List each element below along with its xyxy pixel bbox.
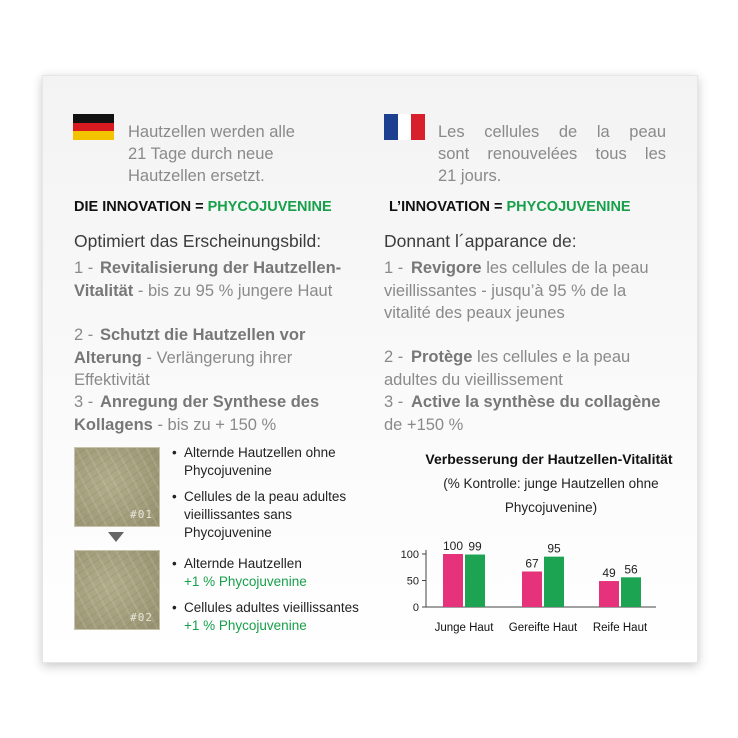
item-number: 3 - [384, 393, 404, 411]
y-tick-label: 100 [400, 549, 419, 561]
item-number: 3 - [74, 393, 94, 411]
bar-value-label: 67 [525, 556, 539, 571]
innovation-label: DIE INNOVATION = [74, 199, 204, 215]
bar-value-label: 100 [442, 539, 464, 553]
french-benefit-3 [384, 391, 674, 436]
item-bold: Protège [411, 348, 473, 366]
item-bold: Revigore [411, 259, 482, 277]
bullet-text: Cellules de la peau adultes vieillissantes sans Phycojuvenine [184, 489, 347, 540]
chart-title: Verbesserung der Hautzellen-Vitalität [425, 451, 673, 467]
german-intro-line: Hautzellen ersetzt. [128, 167, 265, 185]
french-innovation-heading [389, 199, 631, 215]
y-tick-label: 50 [406, 575, 419, 588]
bullet-green-text: +1 % Phycojuvenine [184, 574, 307, 589]
bar-value-label: 95 [547, 541, 561, 556]
product-name: PHYCOJUVENINE [207, 199, 332, 215]
x-category-label: Junge Haut [434, 622, 494, 634]
item-number: 1 - [384, 259, 404, 277]
image-label: #02 [130, 611, 153, 624]
item-bold: Active la synthèse du collagène [411, 393, 661, 411]
french-intro-line: 21 jours. [438, 167, 502, 185]
french-benefit-1 [384, 257, 674, 325]
french-intro-line: Les cellules de la peau [438, 123, 666, 141]
product-name: PHYCOJUVENINE [506, 199, 631, 215]
bar [465, 555, 485, 607]
french-benefit-2 [384, 346, 674, 391]
innovation-label: L’INNOVATION = [389, 199, 503, 215]
image-01-bullet-2: • Cellules de la peau adultes vieillissantes sans Phycojuvenine [172, 488, 372, 542]
cell-image-01 [74, 447, 160, 527]
french-subtitle: Donnant l´apparance de: [384, 231, 577, 251]
german-intro-line: Hautzellen werden alle [128, 123, 295, 141]
image-02-bullet-1: • Alternde Hautzellen +1 % Phycojuvenine [172, 556, 307, 589]
french-intro [438, 121, 666, 187]
vitality-bar-chart [392, 526, 682, 641]
bar [522, 571, 542, 607]
item-number: 2 - [74, 326, 94, 344]
image-02-bullet-2: • Cellules adultes vieillissantes +1 % Phycojuvenine [172, 600, 359, 633]
y-tick-label: 0 [412, 602, 419, 614]
item-bold: Schutzt die Hautzellen vor Alterung [74, 326, 306, 367]
arrow-down-icon [108, 532, 124, 542]
bar-value-label: 99 [468, 539, 482, 554]
item-number: 1 - [74, 259, 94, 277]
bar [443, 554, 463, 607]
bullet-green-text: +1 % Phycojuvenine [184, 618, 307, 633]
x-category-label: Reife Haut [592, 622, 648, 634]
item-bold: Revitalisierung der Hautzellen-Vitalität [74, 259, 342, 300]
bar [599, 581, 619, 607]
german-benefit-3 [74, 391, 364, 436]
german-intro [128, 121, 338, 187]
item-text: - bis zu 95 % jungere Haut [133, 281, 333, 300]
item-number: 2 - [384, 348, 404, 366]
bullet-text: Cellules adultes vieillissantes [184, 600, 359, 615]
image-01-bullet-1: • Alternde Hautzellen ohne Phycojuvenine [172, 444, 362, 480]
item-bold: Anregung der Synthese des Kollagens [74, 393, 320, 434]
bar-value-label: 49 [602, 566, 616, 581]
german-subtitle: Optimiert das Erscheinungsbild: [74, 231, 322, 251]
image-label: #01 [130, 508, 153, 521]
item-text: les cellules e la peau adultes du vieillissement [384, 348, 631, 389]
german-benefit-2 [74, 324, 364, 392]
item-text: de +150 % [384, 415, 464, 434]
chart-subtitle: (% Kontrolle: junge Hautzellen ohne Phycojuvenine) [443, 476, 659, 515]
german-innovation-heading [74, 199, 332, 215]
cell-image-02 [74, 550, 160, 630]
bar [544, 557, 564, 607]
item-text: les cellules de la peau vieillissantes - jusqu’à 95 % de la vitalité des peaux jeunes [384, 259, 649, 322]
bullet-text: Alternde Hautzellen ohne Phycojuvenine [184, 445, 336, 478]
french-intro-line: sont renouvelées tous les [438, 145, 666, 163]
german-benefit-1 [74, 257, 364, 302]
item-text: - Verlängerung ihrer Effektivität [74, 348, 293, 389]
item-text: - bis zu + 150 % [152, 415, 277, 434]
french-flag-icon [384, 114, 425, 140]
bullet-text: Alternde Hautzellen [184, 556, 302, 571]
german-flag-icon [73, 114, 114, 140]
x-category-label: Gereifte Haut [508, 622, 578, 634]
bar [621, 577, 641, 607]
bar-value-label: 56 [624, 562, 638, 577]
german-intro-line: 21 Tage durch neue [128, 145, 274, 163]
